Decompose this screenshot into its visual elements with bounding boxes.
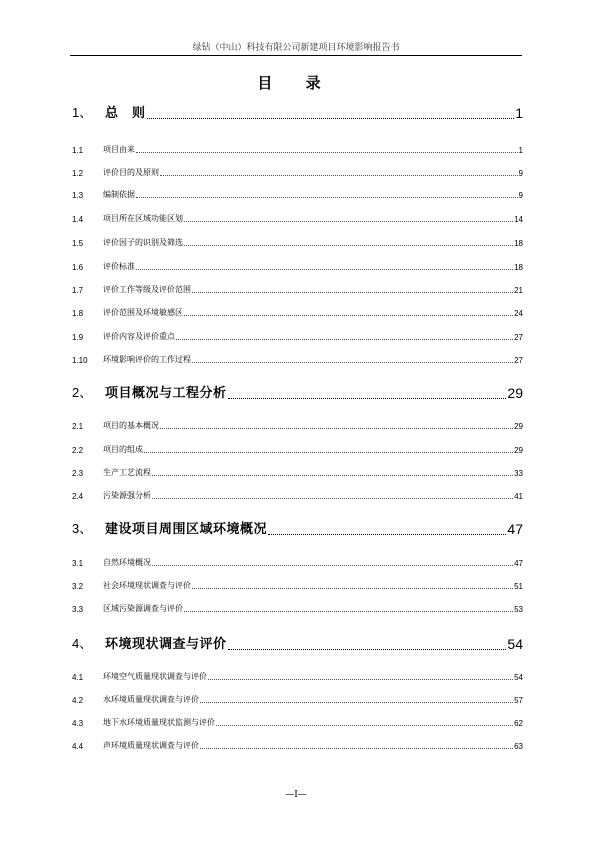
toc-subsection-entry[interactable] [72,236,523,248]
toc-entry-number: 3.3 [72,605,84,614]
toc-entry-number: 1.2 [72,169,84,178]
toc-entry-title: 自然环境概况 [103,558,151,567]
toc-subsection-entry[interactable] [72,556,523,568]
toc-entry-page-number: 1 [518,146,523,155]
toc-subsection-entry[interactable] [72,306,523,318]
toc-entry-title: 评价范围及环境敏感区 [103,308,183,317]
toc-subsection-entry[interactable] [72,166,523,178]
toc-entry-number: 1.10 [72,356,88,365]
toc-subsection-entry[interactable] [72,260,523,272]
toc-entry-title: 评价目的及原则 [103,168,159,177]
toc-entry-title: 评价内容及评价重点 [103,332,175,341]
toc-entry-title: 声环境质量现状调查与评价 [103,741,199,750]
dot-leader [136,267,513,270]
toc-entry-number: 2.1 [72,422,84,431]
toc-entry-page-number: 18 [514,239,523,248]
toc-entry-page-number: 9 [518,169,523,178]
toc-entry-page-number: 51 [514,582,523,591]
toc-entry-title: 生产工艺流程 [103,468,151,477]
toc-subsection-entry[interactable] [72,716,523,728]
toc-subsection-entry[interactable] [72,212,523,224]
toc-entry-number: 1.7 [72,286,84,295]
dot-leader [144,450,513,453]
toc-subsection-entry[interactable] [72,489,523,501]
dot-leader [136,150,518,153]
toc-entry-number: 4.3 [72,719,84,728]
toc-entry-number: 1.1 [72,146,84,155]
toc-subsection-entry[interactable] [72,739,523,751]
toc-section-entry[interactable] [72,634,523,652]
toc-subsection-entry[interactable] [72,579,523,591]
toc-entry-page-number: 62 [514,719,523,728]
toc-section-entry[interactable] [72,383,523,401]
toc-entry-title: 水环境质量现状调查与评价 [103,695,199,704]
toc-entry-number: 4.1 [72,673,84,682]
toc-subsection-entry[interactable] [72,602,523,614]
toc-subsection-entry[interactable] [72,283,523,295]
page-number: —I— [285,790,307,800]
toc-entry-title: 环境现状调查与评价 [105,637,227,652]
toc-entry-page-number: 54 [507,636,523,652]
toc-entry-page-number: 54 [514,673,523,682]
toc-entry-page-number: 21 [514,286,523,295]
dot-leader [184,219,513,222]
toc-entry-number: 1.8 [72,309,84,318]
dot-leader [184,313,513,316]
dot-leader [160,173,518,176]
toc-subsection-entry[interactable] [72,330,523,342]
toc-entry-page-number: 33 [514,469,523,478]
toc-subsection-entry[interactable] [72,443,523,455]
toc-entry-number: 1.4 [72,215,84,224]
dot-leader [147,115,515,119]
toc-subsection-entry[interactable] [72,353,523,365]
toc-entry-number: 3.1 [72,559,84,568]
toc-entry-number: 2.2 [72,446,84,455]
toc-entry-number: 2.4 [72,492,84,501]
dot-leader [192,586,513,589]
dot-leader [268,531,506,535]
toc-entry-page-number: 57 [514,696,523,705]
dot-leader [228,646,507,650]
toc-subsection-entry[interactable] [72,670,523,682]
toc-entry-page-number: 29 [514,422,523,431]
toc-entry-page-number: 24 [514,309,523,318]
toc-entry-number: 2.3 [72,469,84,478]
dot-leader [216,723,513,726]
toc-subsection-entry[interactable] [72,143,523,155]
dot-leader [152,473,513,476]
toc-entry-number: 2、 [72,385,93,400]
toc-entry-title: 环境影响评价的工作过程 [103,355,191,364]
dot-leader [152,496,513,499]
toc-entry-title: 项目由来 [103,145,135,154]
dot-leader [200,700,513,703]
toc-subsection-entry[interactable] [72,693,523,705]
toc-entry-title: 区域污染源调查与评价 [103,604,183,613]
dot-leader [192,360,513,363]
toc-entry-title: 项目所在区域功能区划 [103,214,183,223]
toc-subsection-entry[interactable] [72,419,523,431]
toc-entry-page-number: 27 [514,356,523,365]
toc-entry-page-number: 53 [514,605,523,614]
toc-entry-page-number: 14 [514,215,523,224]
toc-entry-page-number: 18 [514,263,523,272]
toc-entry-title: 评价标准 [103,262,135,271]
toc-entry-page-number: 1 [515,105,523,121]
toc-entry-number: 4.4 [72,742,84,751]
toc-entry-page-number: 29 [514,446,523,455]
toc-entry-number: 4.2 [72,696,84,705]
toc-entry-page-number: 9 [518,191,523,200]
toc-subsection-entry[interactable] [72,466,523,478]
dot-leader [176,337,513,340]
dot-leader [192,290,513,293]
dot-leader [228,395,507,399]
toc-entry-number: 3、 [72,521,93,536]
toc-entry-title: 环境空气质量现状调查与评价 [103,672,207,681]
toc-entry-page-number: 47 [514,559,523,568]
toc-subsection-entry[interactable] [72,188,523,200]
toc-entry-title: 项目的组成 [103,445,143,454]
toc-section-entry[interactable] [72,103,523,121]
toc-entry-title: 建设项目周围区域环境概况 [105,522,268,537]
toc-entry-title: 地下水环境质量现状监测与评价 [103,718,215,727]
dot-leader [160,426,513,429]
dot-leader [184,609,513,612]
toc-entry-number: 3.2 [72,582,84,591]
toc-entry-number: 1、 [72,105,93,120]
page-title: 目 录 [257,74,335,92]
toc-entry-page-number: 63 [514,742,523,751]
toc-entry-title: 社会环境现状调查与评价 [103,581,191,590]
toc-entry-number: 1.5 [72,239,84,248]
toc-entry-number: 1.6 [72,263,84,272]
toc-entry-title: 项目的基本概况 [103,421,159,430]
toc-section-entry[interactable] [72,519,523,537]
toc-entry-number: 1.9 [72,333,84,342]
toc-entry-page-number: 27 [514,333,523,342]
toc-entry-page-number: 29 [507,385,523,401]
toc-entry-title: 评价因子的识别及筛选 [103,238,183,247]
toc-entry-title: 评价工作等级及评价范围 [103,285,191,294]
running-header: 绿钻（中山）科技有限公司新建项目环境影响报告书 [192,43,400,53]
dot-leader [200,746,513,749]
header-divider [70,55,522,56]
dot-leader [184,243,513,246]
toc-entry-title: 污染源强分析 [103,491,151,500]
toc-entry-title: 编制依据 [103,190,135,199]
toc-entry-number: 1.3 [72,191,84,200]
toc-entry-page-number: 41 [514,492,523,501]
dot-leader [136,195,518,198]
toc-entry-title: 总 则 [105,106,146,121]
toc-entry-number: 4、 [72,636,93,651]
toc-entry-page-number: 47 [507,521,523,537]
dot-leader [208,677,513,680]
dot-leader [152,563,513,566]
toc-entry-title: 项目概况与工程分析 [105,386,227,401]
